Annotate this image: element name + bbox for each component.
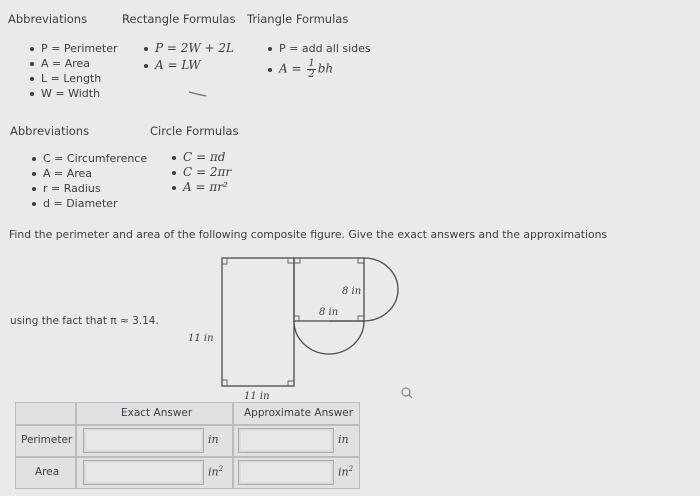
list-item: A = πr² <box>172 180 231 195</box>
label-diameter: 8 in <box>319 307 339 318</box>
instruction-text: Find the perimeter and area of the following composite figure. Give the exact answers and the approximations <box>9 228 608 241</box>
triangle-formula-list <box>268 41 371 80</box>
list-item: A = Area <box>32 166 147 181</box>
right-angle-mark <box>358 316 364 321</box>
circle-formulas-title: Circle Formulas <box>150 124 239 138</box>
label-radius: 8 in <box>342 286 362 297</box>
pi-note: using the fact that π ≈ 3.14. <box>10 315 159 327</box>
area-exact-input[interactable] <box>83 460 204 485</box>
bottom-semicircle <box>294 321 364 354</box>
perimeter-exact-input[interactable] <box>83 428 204 453</box>
triangle-formulas-title: Triangle Formulas <box>247 12 349 26</box>
list-item: d = Diameter <box>32 196 147 211</box>
label-width: 11 in <box>244 391 270 402</box>
col-approx-label: Approximate Answer <box>244 407 354 419</box>
magnifier-icon[interactable] <box>400 386 414 400</box>
rect-formulas-title: Rectangle Formulas <box>122 12 236 26</box>
area-approx-input[interactable] <box>238 460 334 485</box>
list-item: P = 2W + 2L <box>144 40 234 57</box>
list-item: A = Area <box>30 56 118 71</box>
pen-mark <box>188 88 208 98</box>
circle-abbrev-list <box>32 151 147 211</box>
right-angle-mark <box>288 381 294 386</box>
perimeter-approx-unit: in <box>338 433 349 446</box>
rect-formula-list <box>144 40 234 74</box>
list-item: r = Radius <box>32 181 147 196</box>
table-corner-cell <box>15 402 76 425</box>
tall-rectangle <box>222 258 294 386</box>
right-angle-mark <box>222 258 227 264</box>
list-item: A = $\frac{1}{2}$ bh <box>268 59 371 80</box>
right-angle-mark <box>294 316 299 321</box>
list-item: P = Perimeter <box>30 41 118 56</box>
row-area-label: Area <box>35 466 60 478</box>
composite-figure <box>215 252 410 392</box>
perimeter-exact-unit: in <box>208 433 219 446</box>
right-angle-mark <box>222 380 227 386</box>
col-exact-label: Exact Answer <box>121 407 193 419</box>
list-item: L = Length <box>30 71 118 86</box>
circle-formula-list <box>172 150 231 195</box>
list-item: A = LW <box>144 57 234 74</box>
area-exact-unit: $in^2$ <box>208 465 224 479</box>
list-item: C = Circumference <box>32 151 147 166</box>
label-height: 11 in <box>188 333 214 344</box>
list-item: C = 2πr <box>172 165 231 180</box>
circle-abbrev-title: Abbreviations <box>10 124 90 138</box>
right-semicircle <box>364 258 398 321</box>
list-item: C = πd <box>172 150 231 165</box>
list-item: W = Width <box>30 86 118 101</box>
row-perimeter-label: Perimeter <box>21 434 73 446</box>
rect-abbrev-title: Abbreviations <box>8 12 88 26</box>
perimeter-approx-input[interactable] <box>238 428 334 453</box>
rect-abbrev-list <box>30 41 118 101</box>
right-angle-mark <box>294 258 300 263</box>
list-item: P = add all sides <box>268 41 371 56</box>
area-approx-unit: $in^2$ <box>338 465 354 479</box>
right-angle-mark <box>358 258 364 263</box>
right-angle-mark <box>288 258 294 263</box>
